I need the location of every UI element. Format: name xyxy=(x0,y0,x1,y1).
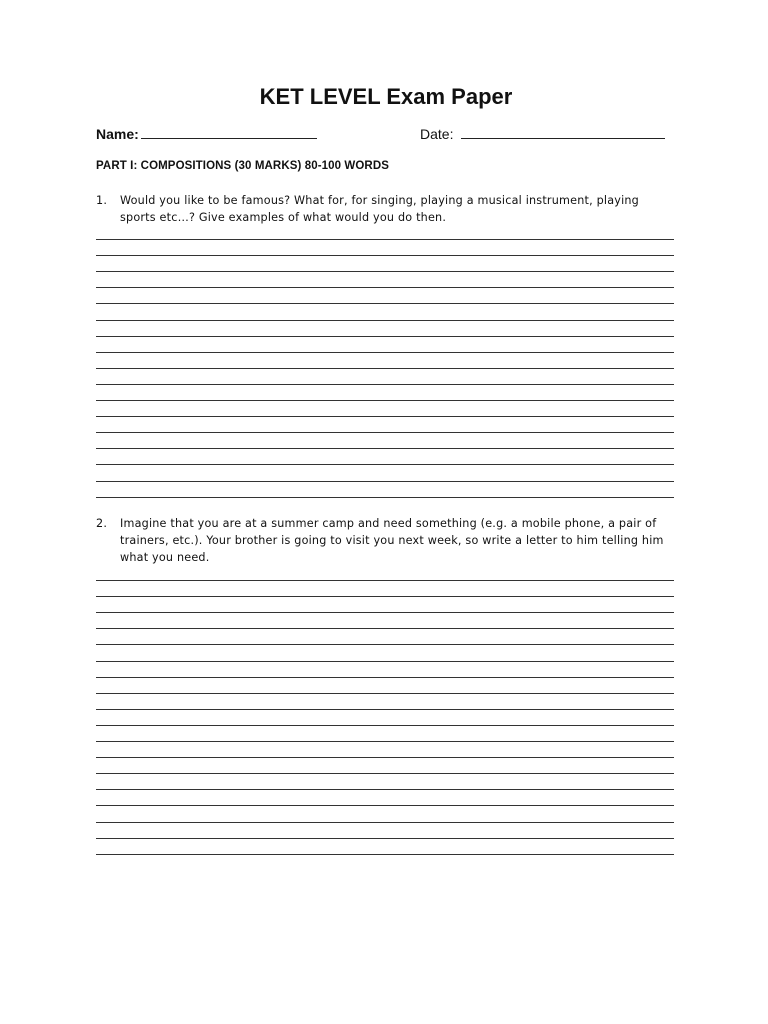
answer-line[interactable] xyxy=(96,774,674,790)
question-number: 1. xyxy=(96,194,108,207)
answer-line[interactable] xyxy=(96,337,674,353)
question-text: Imagine that you are at a summer camp and need something (e.g. a mobile phone, a pair of trainers, etc.). Your brother is going to visit you next week, so write a letter to him telling him what you need. xyxy=(120,517,664,564)
answer-line[interactable] xyxy=(96,224,674,240)
answer-line[interactable] xyxy=(96,321,674,337)
answer-line[interactable] xyxy=(96,369,674,385)
answer-line[interactable] xyxy=(96,710,674,726)
answer-line[interactable] xyxy=(96,726,674,742)
date-field-row xyxy=(420,126,665,142)
date-label: Date: xyxy=(420,126,454,142)
question-2 xyxy=(96,515,676,566)
answer-line[interactable] xyxy=(96,401,674,417)
answer-line[interactable] xyxy=(96,790,674,806)
answer-line[interactable] xyxy=(96,353,674,369)
answer-line[interactable] xyxy=(96,823,674,839)
answer-line[interactable] xyxy=(96,304,674,320)
answer-line[interactable] xyxy=(96,465,674,481)
page-title: KET LEVEL Exam Paper xyxy=(259,84,513,109)
name-blank-line[interactable] xyxy=(141,126,317,139)
answer-line[interactable] xyxy=(96,433,674,449)
answer-line[interactable] xyxy=(96,694,674,710)
answer-line[interactable] xyxy=(96,597,674,613)
answer-line[interactable] xyxy=(96,645,674,661)
answer-line[interactable] xyxy=(96,758,674,774)
date-blank-line[interactable] xyxy=(461,126,665,139)
question-text: Would you like to be famous? What for, for singing, playing a musical instrument, playing sports etc…? Give examples of what would you do then. xyxy=(120,194,639,224)
answer-line[interactable] xyxy=(96,417,674,433)
answer-line[interactable] xyxy=(96,742,674,758)
answer-line[interactable] xyxy=(96,839,674,855)
answer-line[interactable] xyxy=(96,288,674,304)
answer-line[interactable] xyxy=(96,613,674,629)
name-label: Name: xyxy=(96,126,139,142)
answer-line[interactable] xyxy=(96,678,674,694)
answer-line[interactable] xyxy=(96,256,674,272)
answer-line[interactable] xyxy=(96,482,674,498)
answer-line[interactable] xyxy=(96,662,674,678)
answer-line[interactable] xyxy=(96,449,674,465)
answer-line[interactable] xyxy=(96,240,674,256)
answer-line[interactable] xyxy=(96,272,674,288)
answer-line[interactable] xyxy=(96,385,674,401)
question-number: 2. xyxy=(96,517,108,530)
answer-line[interactable] xyxy=(96,581,674,597)
name-field-row xyxy=(96,126,317,142)
question-1 xyxy=(96,192,676,226)
answer-line[interactable] xyxy=(96,806,674,822)
answer-line[interactable] xyxy=(96,629,674,645)
part-heading: PART I: COMPOSITIONS (30 MARKS) 80-100 WORDS xyxy=(96,160,390,172)
answer-line[interactable] xyxy=(96,565,674,581)
answer-lines-1[interactable] xyxy=(96,224,674,498)
answer-lines-2[interactable] xyxy=(96,565,674,855)
